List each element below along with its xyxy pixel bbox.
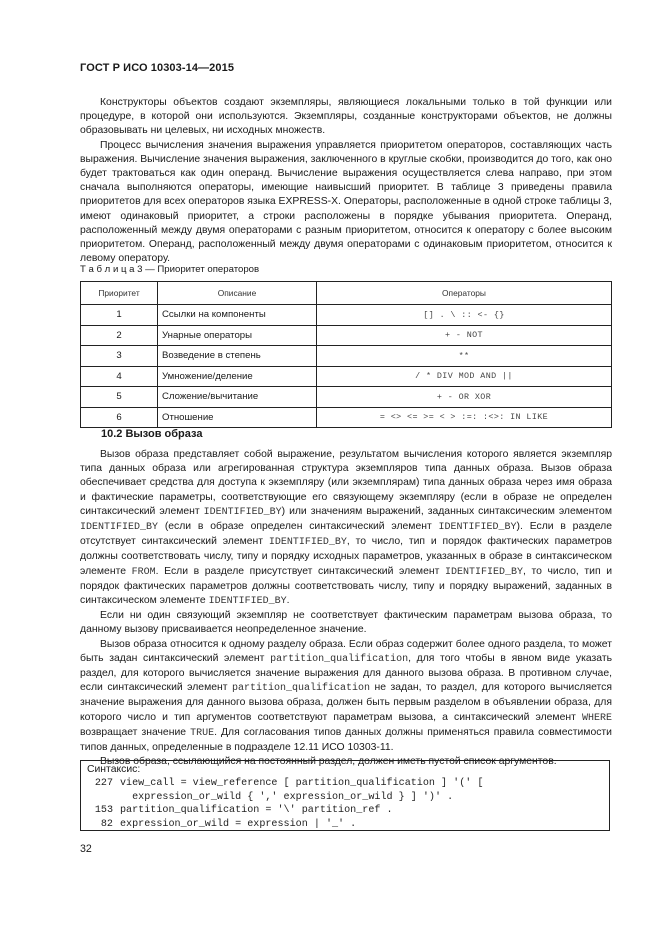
text-run: . Если в разделе присутствует синтаксический элемент <box>155 565 445 577</box>
syntax-line-number: 153 <box>94 805 113 817</box>
syntax-label: Синтаксис: <box>87 764 141 775</box>
text-run: (если в образе определен синтаксический элемент <box>158 521 439 533</box>
text-run: ). Если в разделе отсутствует синтаксический элемент <box>80 521 612 548</box>
column-header-priority: Приоритет <box>81 282 158 305</box>
section-paragraph-3 <box>80 638 612 756</box>
column-header-description: Описание <box>158 282 317 305</box>
operators-cell: / * DIV MOD AND || <box>317 366 612 387</box>
operators-cell: ** <box>317 346 612 367</box>
syntax-line <box>87 777 609 791</box>
text-run: Вызов образа представляет собой выражение, результатом вычисления которого является экземпляр типа данных образа или агрегированная структура экземпляров типа данных образа. Вызов образа обеспечивает средства для доступа к экземпляру (или экземплярам) типа данных образа через имя образа и фактические параметры, соответствующие его связующему экземпляру (если в образе не определен синтаксический элемент <box>80 449 612 517</box>
table-caption: Т а б л и ц а 3 — Приоритет операторов <box>80 264 260 275</box>
description-cell: Унарные операторы <box>158 325 317 346</box>
section-paragraph-1 <box>80 448 612 609</box>
keyword: IDENTIFIED_BY <box>208 596 287 608</box>
syntax-line <box>87 818 609 832</box>
text-run: . <box>286 595 290 607</box>
table-row <box>81 325 612 346</box>
keyword: IDENTIFIED_BY <box>80 522 159 534</box>
section-paragraph-2: Если ни один связующий экземпляр не соответствует фактическим параметрам вызова образа, то данному вызову присваивается неопределенное значение. <box>80 610 612 636</box>
intro-section <box>80 96 612 266</box>
priority-cell: 6 <box>81 407 158 428</box>
priority-cell: 1 <box>81 305 158 326</box>
description-cell: Умножение/деление <box>158 366 317 387</box>
syntax-code: partition_qualification = '\' partition_ref . <box>120 805 393 817</box>
priority-cell: 5 <box>81 387 158 408</box>
text-run: ) или значениям выражений, заданных синтаксическим элементом <box>281 505 612 517</box>
text-run: Вызов образа относится к одному разделу образа. Если образ содержит более одного раздела, то может быть задан синтаксический элемент <box>80 638 612 664</box>
section-heading: 10.2 Вызов образа <box>101 428 203 440</box>
keyword: partition_qualification <box>231 683 371 695</box>
table-row <box>81 387 612 408</box>
document-header: ГОСТ Р ИСО 10303-14—2015 <box>80 62 235 74</box>
text-run: возвращает значение <box>80 726 191 738</box>
description-cell: Отношение <box>158 407 317 428</box>
table-row <box>81 346 612 367</box>
text-run: не задан, то раздел, для которого вычисляется значение выражения для данного вызова образа, должен быть первым разделом в объявлении образа, для которого число и тип аргументов соответствуют параметрам вызова, а синтаксический элемент <box>80 682 613 723</box>
column-header-operators: Операторы <box>317 282 612 305</box>
syntax-line <box>87 804 609 818</box>
table-header-row <box>81 282 612 305</box>
keyword: IDENTIFIED_BY <box>203 506 282 518</box>
keyword: FROM <box>131 566 156 578</box>
table-row <box>81 305 612 326</box>
syntax-line-number: 227 <box>94 778 113 789</box>
keyword: IDENTIFIED_BY <box>268 537 347 549</box>
description-cell: Ссылки на компоненты <box>158 305 317 326</box>
description-cell: Возведение в степень <box>158 346 317 367</box>
priority-cell: 3 <box>81 346 158 367</box>
priority-cell: 4 <box>81 366 158 387</box>
syntax-code: expression_or_wild { ',' expression_or_wild } ] ')' . <box>120 791 454 803</box>
table-row <box>81 407 612 428</box>
intro-paragraph-2: Процесс вычисления значения выражения управляется приоритетом операторов, составляющих часть выражения. Вычисление значения выражения, заключенного в круглые скобки, производится до того, как оно будет трактоваться как один операнд. Вычисление выражения осуществляется слева направо, при этом сначала выполняются операторы, имеющие наивысший приоритет. В таблице 3 приведены правила приоритетов для всех операторов языка EXPRESS-X. Операторы, расположенные в одной строке таблицы 3, имеют одинаковый приоритет, а строки расположены в порядке убывания приоритета. Операнд, расположенный между двумя операторами с разным приоритетом, относится к оператору с более высоким приоритетом. Операнд, расположенный между двумя операторами с одинаковым приоритетом, относится к левому оператору. <box>80 139 612 265</box>
view-call-section <box>80 448 612 769</box>
text-run: , то число, тип и порядок фактических параметров должны соответствовать числу, типу и порядку выражений, заданных в синтаксическом элементе <box>80 565 612 607</box>
text-run: . Для согласования типов данных должны применяться правила совместимости типов данных, определенные в подразделе 12.11 ИСО 10303-11. <box>80 726 612 754</box>
text-run: , для того чтобы в явном виде указать раздел, для которого вычисляется значение выражения для данного вызова образа. В противном случае, если синтаксический элемент <box>80 652 612 694</box>
syntax-box <box>80 760 610 831</box>
operators-cell: + - OR XOR <box>317 387 612 408</box>
operators-cell: [] . \ :: <- {} <box>317 305 612 326</box>
operators-cell: = <> <= >= < > :=: :<>: IN LIKE <box>317 407 612 428</box>
keyword: IDENTIFIED_BY <box>438 522 517 534</box>
intro-paragraph-1: Конструкторы объектов создают экземпляры, являющиеся локальными только в той функции или процедуре, в которой они используются. Экземпляры, созданные конструкторами объектов, не должны образовывать ни целевых, ни исходных множеств. <box>80 97 612 137</box>
keyword: TRUE <box>190 727 215 739</box>
priority-cell: 2 <box>81 325 158 346</box>
page-number: 32 <box>80 843 92 855</box>
keyword: IDENTIFIED_BY <box>444 566 523 578</box>
keyword: WHERE <box>581 712 612 724</box>
syntax-line-number: 82 <box>100 818 113 830</box>
syntax-code: view_call = view_reference [ partition_qualification ] '(' [ <box>120 778 490 789</box>
operators-cell: + - NOT <box>317 325 612 346</box>
priority-table <box>80 281 612 428</box>
keyword: partition_qualification <box>270 653 409 665</box>
text-run: , то число, тип и порядок фактических параметров должны соответствовать числу, типу и порядку исходных параметров, указанных в образе в синтаксическом элементе <box>80 536 612 577</box>
syntax-code: expression_or_wild = expression | '_' . <box>120 818 357 830</box>
syntax-line <box>87 791 609 805</box>
table-row <box>81 366 612 387</box>
description-cell: Сложение/вычитание <box>158 387 317 408</box>
section-paragraph-4: Вызов образа, ссылающийся на постоянный раздел, должен иметь пустой список аргументов. <box>100 756 557 768</box>
